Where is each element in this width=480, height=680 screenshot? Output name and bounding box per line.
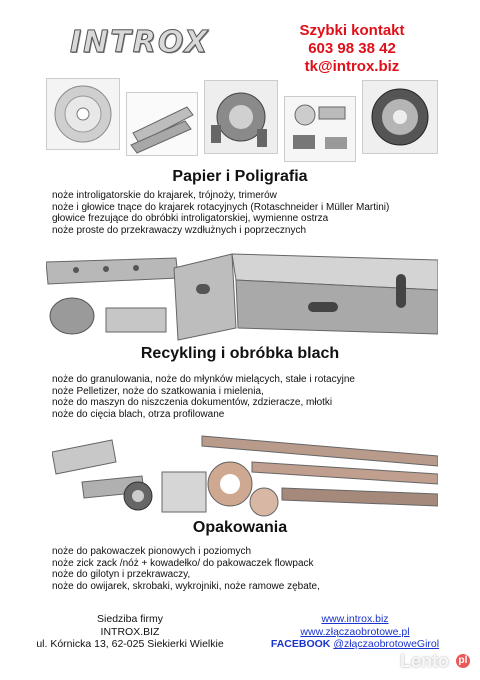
list-item: noże do cięcia blach, otrza profilowane [52,408,225,420]
list-item: noże Pelletizer, noże do szatkowania i mielenia, [52,385,264,397]
section-title-recycling: Recykling i obróbka blach [140,345,340,362]
recycling-knives-image [46,250,438,342]
lento-watermark-badge: pl [456,654,470,668]
address-line: INTROX.BIZ [100,625,160,638]
address-line: Siedziba firmy [97,613,163,625]
list-item: noże do gilotyn i przekrawaczy, [52,569,191,580]
thumb-circular-blade [46,78,120,150]
list-item: noże proste do przekrawaczy wzdłużnych i poprzecznych [52,224,307,236]
contact-phone[interactable]: 603 98 38 42 [308,40,396,57]
product-thumbnails [46,78,436,162]
website-link-2[interactable]: www.złączaobrotowe.pl [300,625,410,638]
list-item: noże do pakowaczek pionowych i poziomych [52,546,251,557]
thumb-inserts [284,96,356,162]
list-item: noże introligatorskie do krajarek, trójnoży, trimerów [52,190,277,201]
lento-watermark: Lento [400,651,449,671]
list-item: noże do owijarek, skrobaki, wykrojniki, noże ramowe zębate, [52,580,320,592]
section-title-paper: Papier i Poligrafia [172,168,308,185]
quick-contact [282,22,422,76]
website-link[interactable]: www.introx.biz [321,613,389,625]
section-list-recycling [52,374,355,420]
thumb-straight-blades [126,92,198,156]
address-line: ul. Kórnicka 13, 62-025 Siekierki Wielkie [36,638,224,650]
list-item: noże do granulowania, noże do młynków mielących, stałe i rotacyjne [52,374,355,385]
thumb-cutter-head [204,80,278,154]
introx-logo [70,25,210,60]
list-item: głowice frezujące do obróbki introligatorskiej, wymienne ostrza [52,213,329,224]
list-item: noże zick zack /nóż + kowadełko/ do pakowaczek flowpack [52,557,314,569]
contact-title: Szybki kontakt [299,22,405,39]
thumb-milling-head [362,80,438,154]
contact-email[interactable]: tk@introx.biz [304,58,400,75]
list-item: noże i głowice tnące do krajarek rotacyjnych (Rotaschneider i Müller Martini) [52,201,390,213]
section-list-paper [52,190,389,236]
list-item: noże do maszyn do niszczenia dokumentów, zdzieracze, młotki [52,397,333,408]
facebook-label: FACEBOOK [270,638,331,650]
company-address [30,613,230,651]
logo-text: INTROX [70,25,210,60]
section-list-packaging [52,546,320,592]
packaging-knives-image [52,432,438,520]
facebook-link[interactable]: @złączaobrotoweGirol [333,638,440,650]
company-links [260,613,450,651]
section-title-packaging: Opakowania [192,519,288,536]
